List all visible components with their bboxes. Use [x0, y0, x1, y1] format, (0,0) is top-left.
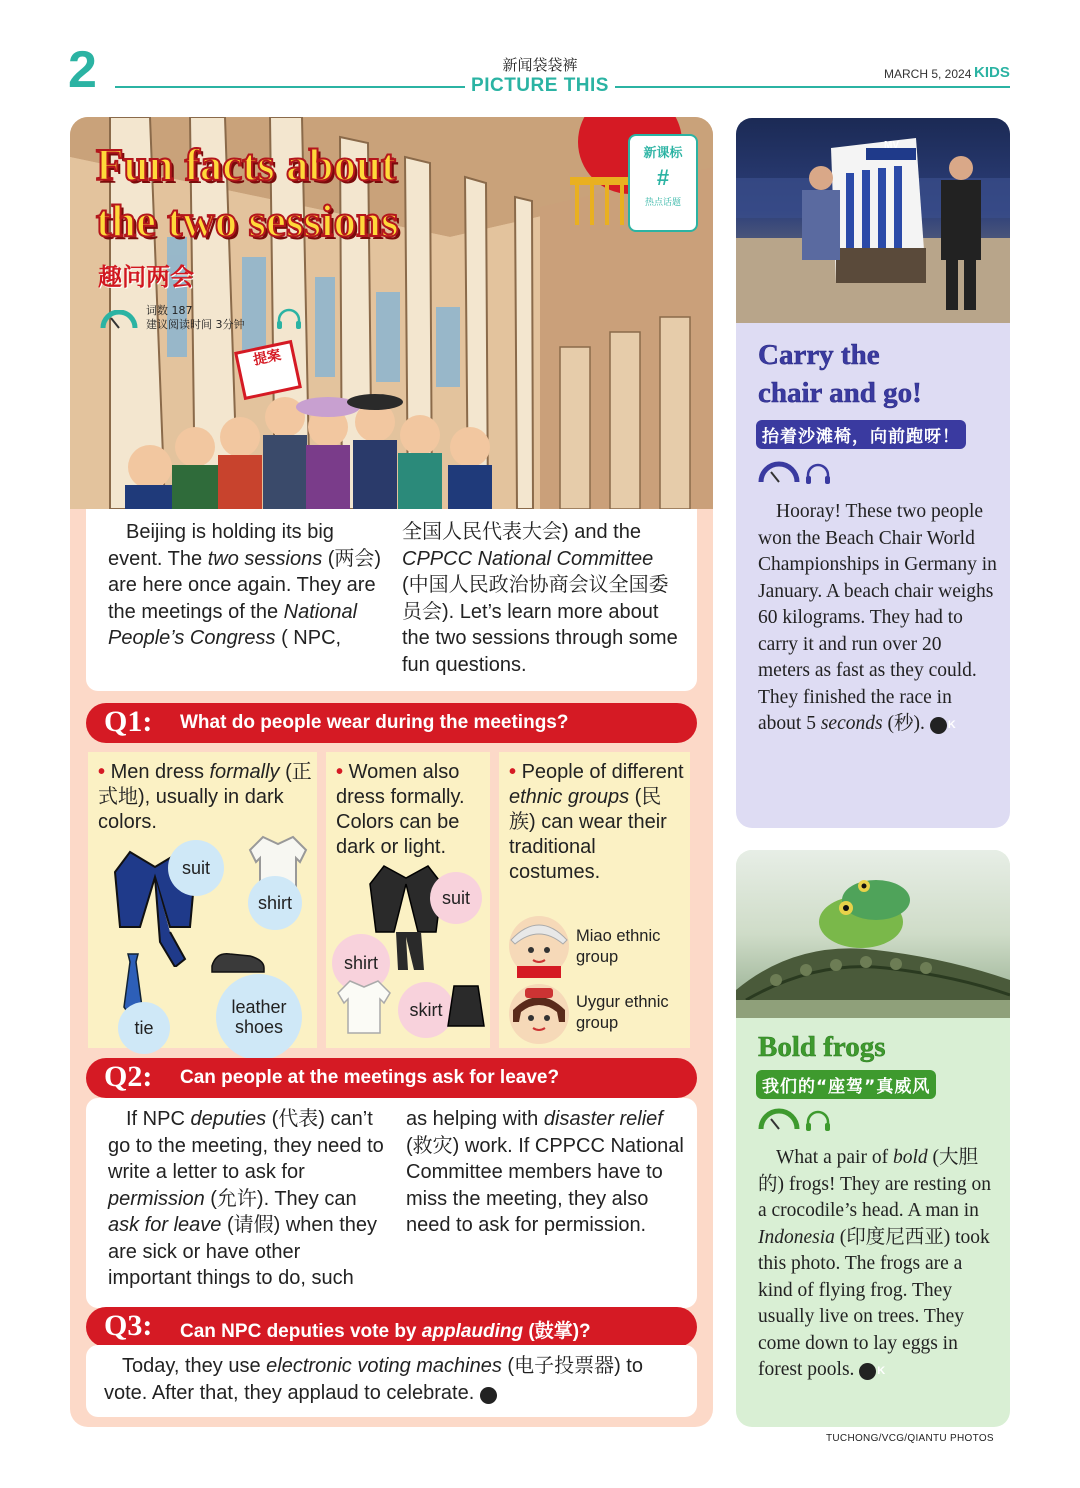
brand-label: KIDS [974, 64, 1010, 81]
story1-title-cn: 抬着沙滩椅，向前跑呀！ [756, 420, 966, 449]
shirt-label: shirt [248, 876, 302, 930]
word-count: 词数 187 [146, 304, 193, 317]
q2-column-2: as helping with disaster relief (救灾) work. If CPPCC National Committee members have to miss the meeting, they also need to ask for permission. [406, 1108, 684, 1236]
photo-credit: TUCHONG/VCG/QIANTU PHOTOS [826, 1433, 994, 1444]
question-1-number: Q1: [104, 705, 153, 738]
women-dress-box [326, 752, 490, 1048]
miao-label: Miao ethnic group [576, 927, 661, 966]
intro-column-1: Beijing is holding its big event. The two sessions (两会) are here once again. They are the meetings of the National People’s Congress ( NPC, [108, 521, 382, 649]
beach-chair-photo [736, 118, 1010, 323]
story2-audio-icons[interactable] [758, 1107, 838, 1133]
proposal-sign: 提案 [251, 347, 283, 369]
story1-audio-icons[interactable] [758, 460, 838, 486]
headphones-icon[interactable] [276, 308, 302, 330]
ethnic-dress-text: • People of different ethnic groups (民族) can wear their traditional costumes. [509, 761, 684, 883]
suit-label: suit [168, 840, 224, 896]
men-dress-box [88, 752, 317, 1048]
hero-illustration [70, 117, 713, 509]
badge-top-text: 新课标 [643, 146, 683, 161]
hot-topic-badge [628, 134, 698, 232]
uygur-label: Uygur ethnic group [576, 993, 669, 1032]
question-2-card [86, 1098, 697, 1308]
article-title-cn: 趣问两会 [98, 263, 194, 291]
uygur-avatar [507, 982, 571, 1046]
title-line-1: Fun facts about [96, 140, 397, 190]
intro-card [86, 509, 697, 691]
question-2-text: Can people at the meetings ask for leave? [180, 1067, 560, 1088]
hashtag-icon: # [656, 165, 670, 190]
question-3-bar [86, 1307, 697, 1347]
miao-avatar [507, 914, 571, 978]
badge-bottom-text: 热点话题 [644, 198, 681, 208]
story1-title-line-1: Carry the [758, 339, 880, 371]
skirt-icon [446, 982, 486, 1030]
leather-shoes-icon [208, 942, 268, 978]
story2-title: Bold frogs [758, 1031, 886, 1063]
story1-body [758, 499, 998, 738]
page-number: 2 [68, 41, 97, 99]
story2-title-cn: 我们的“座驾”真威风 [756, 1070, 936, 1099]
story1-title-line-2: chair and go! [758, 377, 922, 409]
reading-time: 建议阅读时间 3分钟 [146, 318, 245, 331]
story1-body-text: Hooray! These two people won the Beach Chair World Championships in Germany in January. A beach chair weighs 60 kilograms. They had to carry it and run over 20 meters as fast as they could. They finished the race in about 5 seconds (秒). [758, 501, 997, 734]
question-2-bar [86, 1058, 697, 1098]
tie-label: tie [118, 1002, 170, 1054]
article-title [96, 137, 399, 249]
question-1-text: What do people wear during the meetings? [180, 712, 569, 733]
title-line-2: the two sessions [96, 196, 399, 246]
q2-column-1: If NPC deputies (代表) can’t go to the meeting, they need to write a letter to ask for permission (允许). They can ask for leave (请假) when they are sick or have other important things to do, such [108, 1108, 384, 1289]
intro-column-2: 全国人民代表大会) and the CPPCC National Committee (中国人民政治协商会议全国委员会). Let’s learn more about the two sessions through some fun questions. [402, 521, 678, 676]
women-suit-label: suit [430, 872, 482, 924]
q3-answer-text: Today, they use electronic voting machines (电子投票器) to vote. After that, they applaud to celebrate. [104, 1355, 643, 1404]
question-3-number: Q3: [104, 1309, 153, 1342]
question-3-card [86, 1345, 697, 1417]
women-dress-text: • Women also dress formally. Colors can be dark or light. [336, 761, 465, 858]
main-article [70, 117, 713, 1427]
issue-date: MARCH 5, 2024 [884, 67, 972, 81]
skirt-label: skirt [398, 982, 454, 1038]
bold-frogs-story [736, 850, 1010, 1427]
frogs-on-crocodile-photo [736, 850, 1010, 1018]
section-title: PICTURE THIS [465, 75, 615, 97]
k-logo-icon: K [930, 717, 947, 734]
question-2-number: Q2: [104, 1060, 153, 1093]
ethnic-dress-box [499, 752, 690, 1048]
leather-shoes-label: leather shoes [216, 974, 302, 1060]
story2-body [758, 1145, 998, 1384]
k-logo-icon: K [859, 1363, 876, 1380]
men-dress-text: • Men dress formally (正式地), usually in dark colors. [98, 761, 312, 833]
story2-body-text: What a pair of bold (大胆的) frogs! They are resting on a crocodile’s head. A man in Indonesia (印度尼西亚) took this photo. The frogs are a kind of flying frog. They usually live on trees. They come down to lay eggs in forest pools. [758, 1147, 992, 1380]
beach-chair-story [736, 118, 1010, 828]
difficulty-meter-icon [100, 310, 138, 330]
blouse-icon [336, 977, 392, 1037]
newspaper-name: 新闻袋袋裤 [470, 54, 610, 75]
women-shirt-label: shirt [332, 934, 390, 992]
story1-title [758, 336, 922, 412]
question-3-text: Can NPC deputies vote by applauding (鼓掌)? [180, 1321, 591, 1342]
chair-banner-text: MV [884, 140, 899, 151]
question-1-bar [86, 703, 697, 743]
q3-answer [104, 1353, 689, 1406]
k-logo-icon: K [480, 1387, 497, 1404]
